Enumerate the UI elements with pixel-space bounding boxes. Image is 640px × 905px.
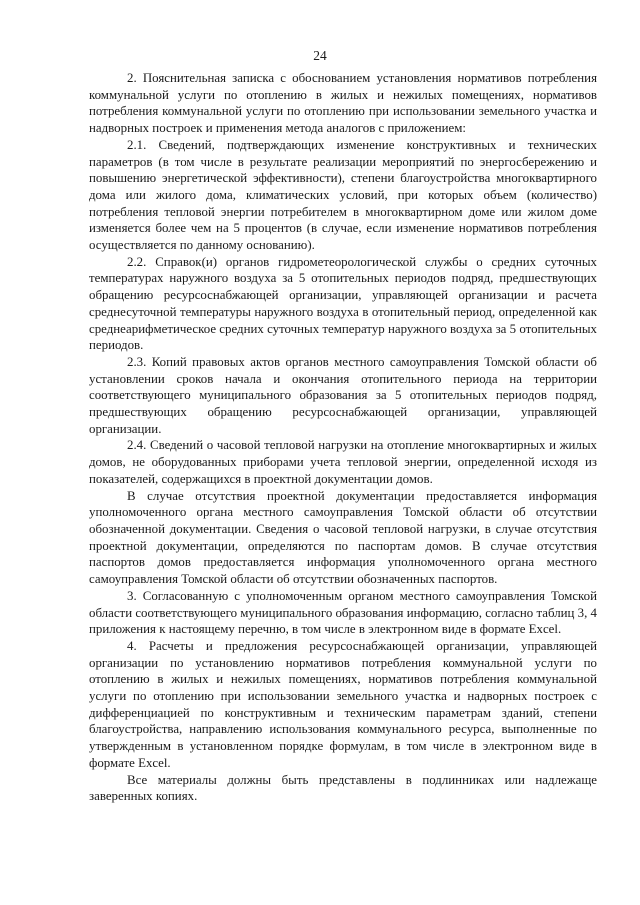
paragraph-item-2-4: 2.4. Сведений о часовой тепловой нагрузки на отопление многоквартирных и жилых домов, не оборудованных приборами учета тепловой энергии, определенной исходя из показателей, содержащихся в проектной документации домов. [89,438,597,486]
paragraph-item-3: 3. Согласованную с уполномоченным органом местного самоуправления Томской области соответствующего муниципального образования информацию, согласно таблиц 3, 4 приложения к настоящему перечню, в том числе в электронном виде в формате Excel. [89,588,597,637]
paragraph-item-4: 4. Расчеты и предложения ресурсоснабжающей организации, управляющей организации по установлению нормативов потребления коммунальной услуги по отоплению в жилых и нежилых помещениях, нормативов потребления коммунальной услуги по отоплению при использовании земельного участка и надворных построек с дифференциацией по конструктивным и техническим параметрам зданий, степени благоустройства, направлению использования коммунального ресурса, выполненные по утвержденным в установленном порядке формулам, в том числе в электронном виде в формате Excel. [89,638,597,770]
paragraph-no-design-documentation: В случае отсутствия проектной документации предоставляется информация уполномоченного органа местного самоуправления Томской области об отсутствии обозначенной документации. Сведения о часовой тепловой нагрузки, в случае отсутствия проектной документации, определяются по паспортам домов. В случае отсутствия паспортов домов предоставляется информация уполномоченного органа местного самоуправления Томской области об отсутствии обозначенных паспортов. [89,488,597,587]
paragraph-item-2-2: 2.2. Справок(и) органов гидрометеорологической службы о средних суточных температурах наружного воздуха за 5 отопительных периодов подряд, предшествующих обращению ресурсоснабжающей организации, управляющей организации и расчета среднесуточной температуры наружного воздуха в отопительный период, определенной как среднеарифметическое средних суточных температур наружного воздуха за 5 отопительных периодов. [89,254,597,353]
paragraph-item-2-3: 2.3. Копий правовых актов органов местного самоуправления Томской области об установлении сроков начала и окончания отопительного периода на территории соответствующего муниципального образования за 5 отопительных периодов подряд, предшествующих обращению ресурсоснабжающей организации, управляющей организации. [89,354,597,436]
page-number: 24 [313,48,327,63]
paragraph-item-2: 2. Пояснительная записка с обоснованием установления нормативов потребления коммунальной услуги по отоплению в жилых и нежилых помещениях, нормативов потребления коммунальной услуги по отоплению при использовании земельного участка и надворных построек и применения метода аналогов с приложением: [89,71,597,136]
paragraph-item-2-1: 2.1. Сведений, подтверждающих изменение конструктивных и технических параметров (в том числе в результате реализации мероприятий по энергосбережению и повышению энергетической эффективности), степени благоустройства многоквартирного дома или жилого дома, климатических условий, при которых объем (количество) потребления тепловой энергии потребителем в многоквартирном доме или жилом доме изменяется более чем на 5 процентов (в случае, если изменение нормативов потребления осуществляется по данному основанию). [89,137,597,253]
paragraph-materials-note: Все материалы должны быть представлены в подлинниках или надлежаще заверенных копиях. [89,772,597,804]
document-body [89,70,597,805]
